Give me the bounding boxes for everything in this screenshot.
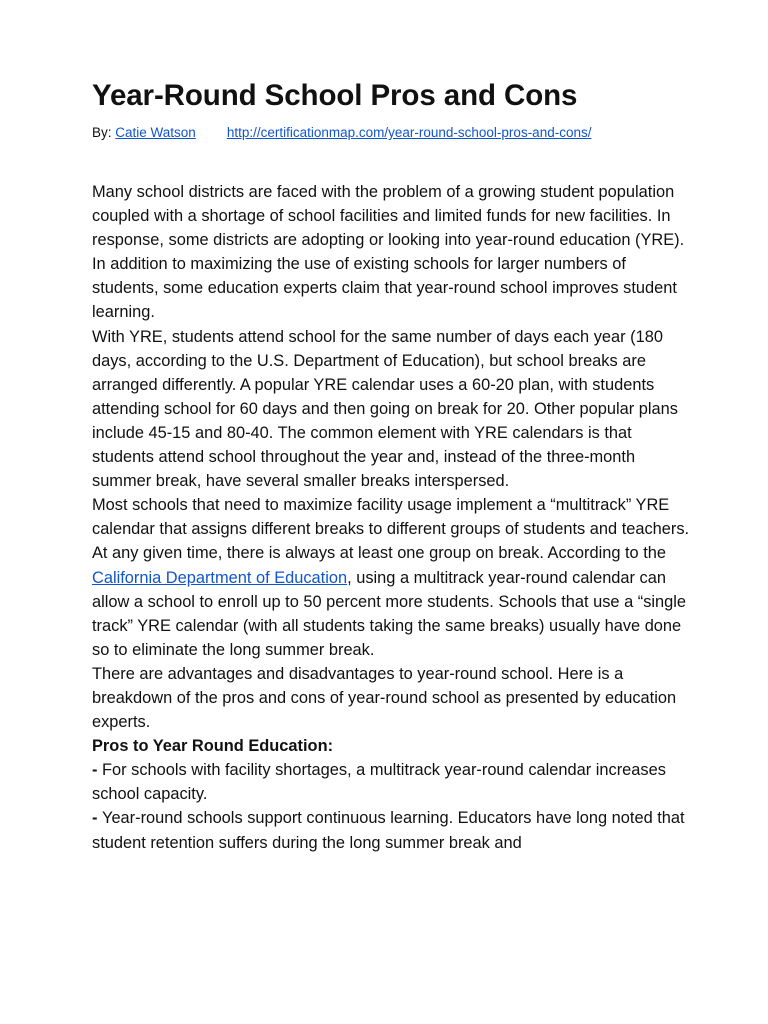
paragraph-intro: Many school districts are faced with the problem of a growing student population coupled with a shortage of school facilities and limited funds for new facilities. In response, some districts are adopting or looking into year-round education (YRE). In addition to maximizing the use of existing schools for larger numbers of students, some education experts claim that year-round school improves student learning.: [92, 183, 685, 322]
pros-item-dash: -: [92, 761, 103, 780]
article-body: [92, 180, 692, 855]
pros-item-dash: -: [92, 809, 103, 828]
document-title: Year-Round School Pros and Cons: [92, 79, 578, 112]
document-page: [92, 78, 692, 855]
source-url-link[interactable]: http://certificationmap.com/year-round-school-pros-and-cons/: [226, 125, 592, 140]
pros-item: [92, 806, 692, 854]
pros-item-text: For schools with facility shortages, a multitrack year-round calendar increases school capacity.: [92, 761, 666, 804]
paragraph-multitrack-text-end: , using a multitrack year-round calendar can allow a school to enroll up to 50 percent more students. Schools that use a “single track” YRE calendar (with all students taking the same breaks) usually have done so to eliminate the long summer break.: [92, 568, 687, 659]
pros-heading: Pros to Year Round Education:: [92, 737, 334, 756]
byline: [92, 124, 692, 142]
paragraph-multitrack: [92, 493, 692, 662]
paragraph-advantages: There are advantages and disadvantages to year-round school. Here is a breakdown of the pros and cons of year-round school as presented by education experts.: [92, 664, 677, 732]
pros-item: [92, 758, 692, 806]
byline-label: By:: [92, 125, 116, 140]
california-dept-education-link[interactable]: California Department of Education: [92, 568, 348, 587]
author-link[interactable]: Catie Watson: [115, 125, 196, 140]
paragraph-multitrack-text-start: Most schools that need to maximize facility usage implement a “multitrack” YRE calendar that assigns different breaks to different groups of students and teachers. At any given time, there is always at least one group on break. According to the: [92, 496, 690, 563]
pros-item-text: Year-round schools support continuous learning. Educators have long noted that student retention suffers during the long summer break and: [92, 809, 685, 852]
paragraph-yre-calendar: With YRE, students attend school for the same number of days each year (180 days, according to the U.S. Department of Education), but school breaks are arranged differently. A popular YRE calendar uses a 60-20 plan, with students attending school for 60 days and then going on break for 20. Other popular plans include 45-15 and 80-40. The common element with YRE calendars is that students attend school throughout the year and, instead of the three-month summer break, have several smaller breaks interspersed.: [92, 327, 678, 491]
